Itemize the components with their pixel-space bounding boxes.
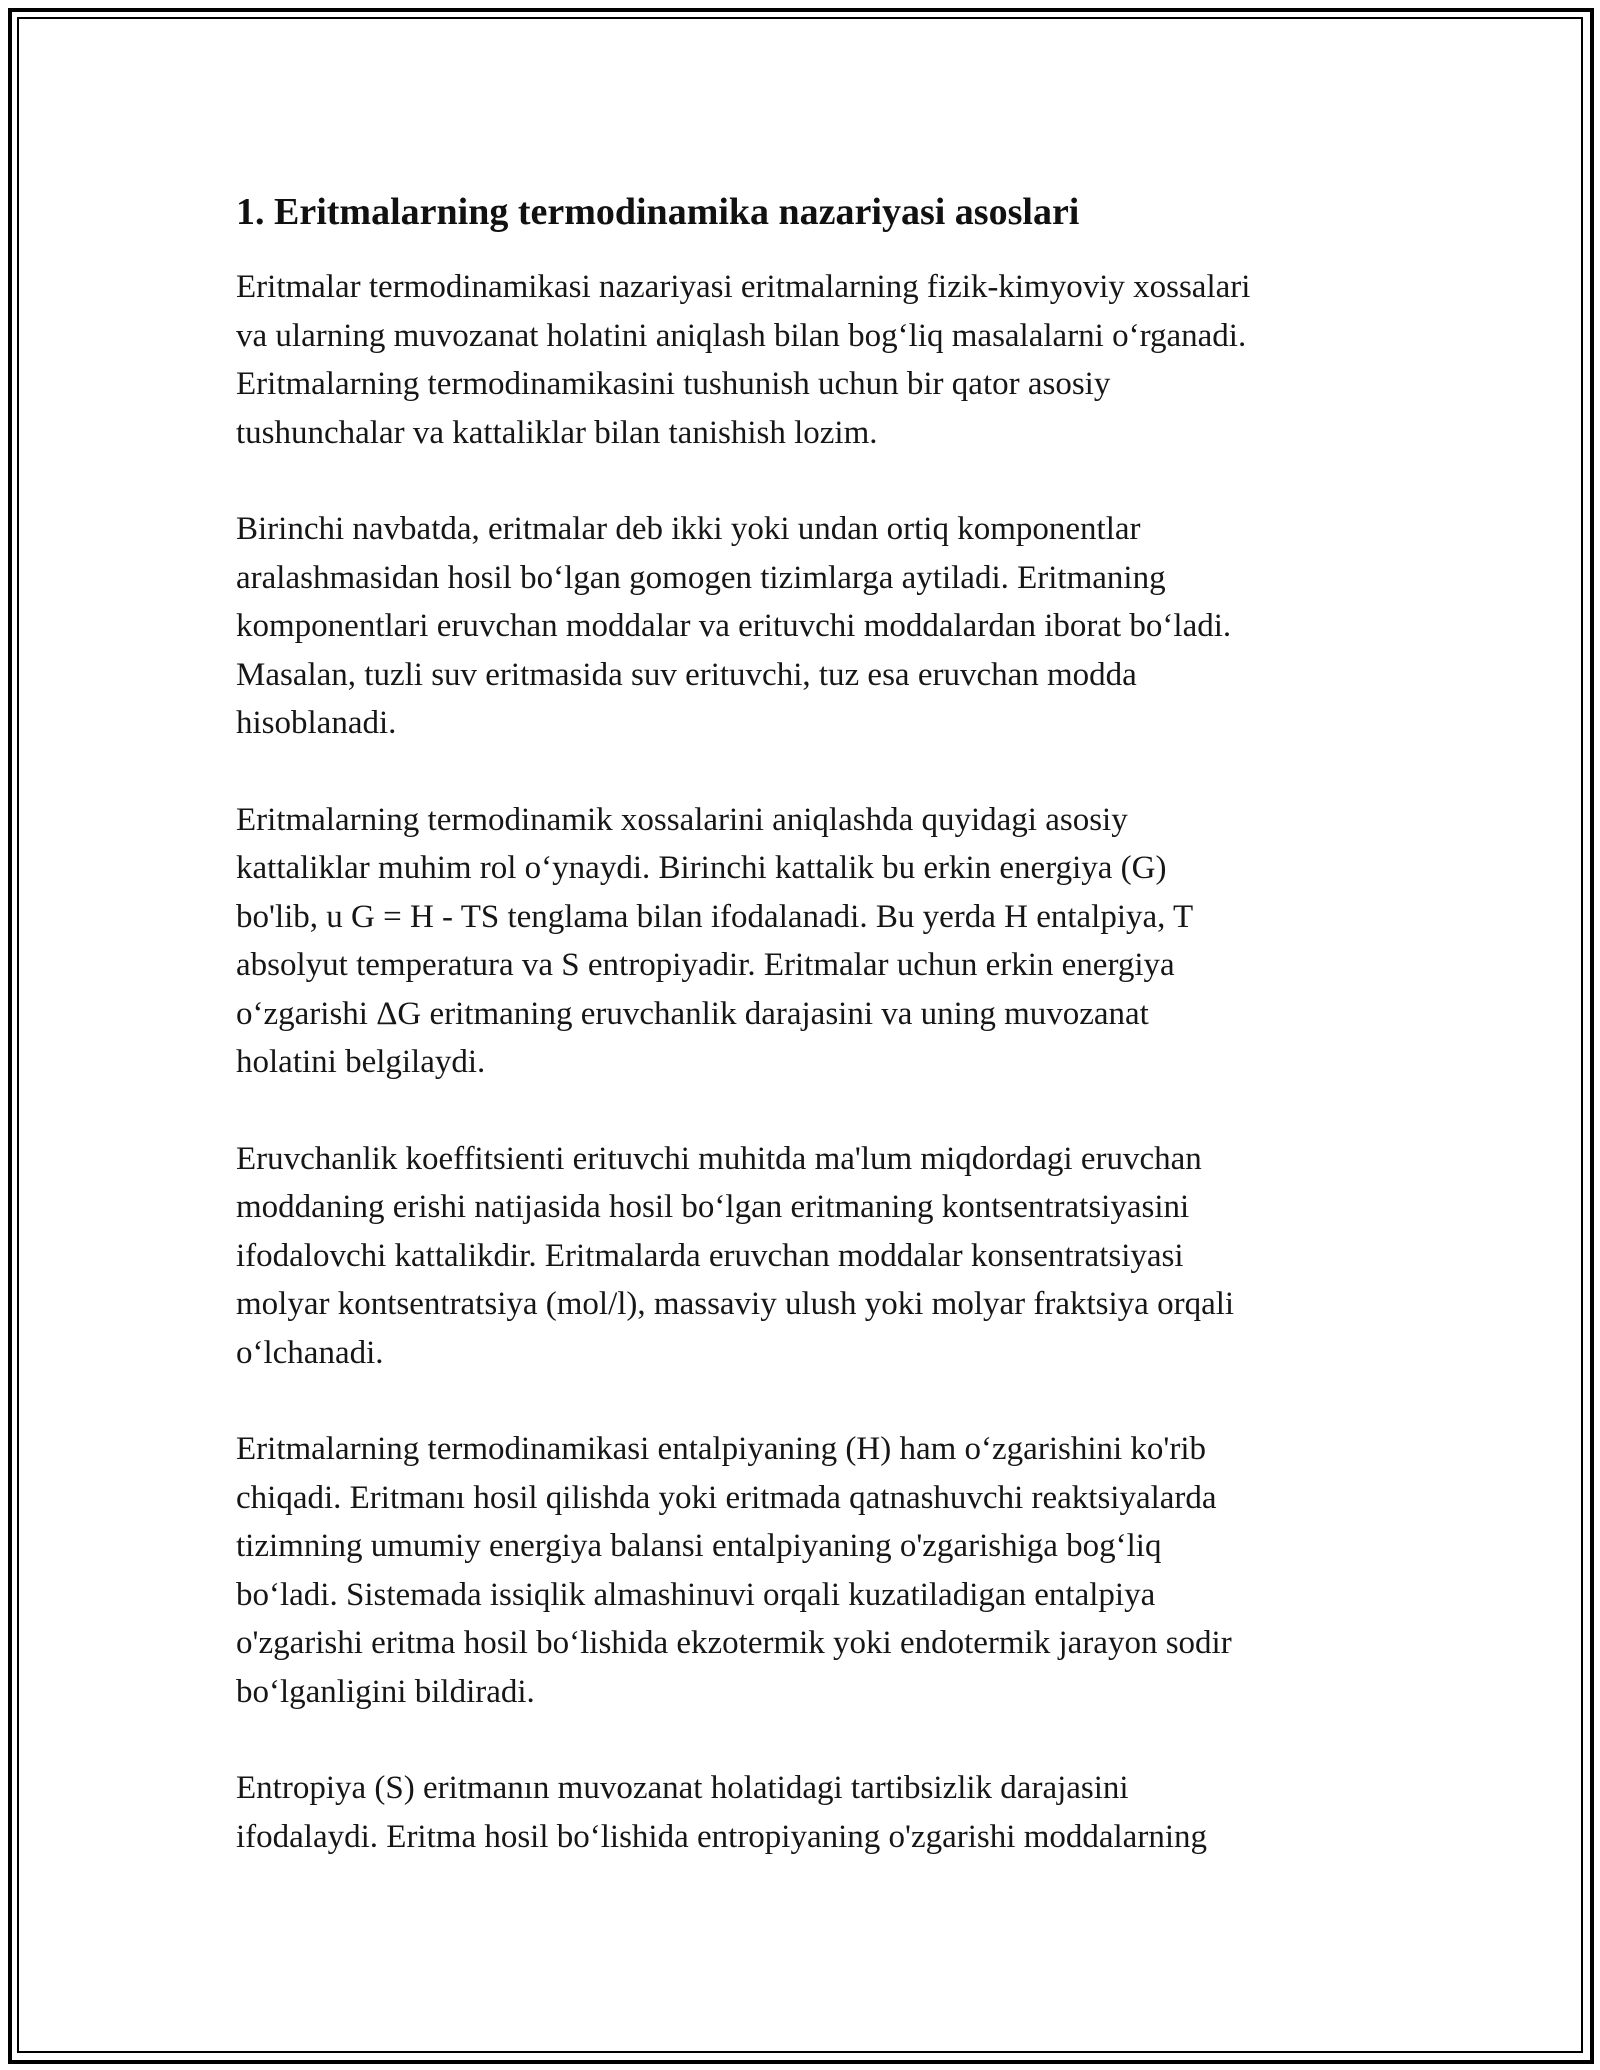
- text-line: Eruvchanlik koeffitsienti erituvchi muhitda ma'lum miqdordagi eruvchan: [236, 1140, 1202, 1177]
- text-line: bo'lib, u G = H - TS tenglama bilan ifodalanadi. Bu yerda H entalpiya, T: [236, 898, 1194, 935]
- text-line: hisoblanadi.: [236, 705, 397, 741]
- text-line: Eritmalar termodinamikasi nazariyasi eritmalarning fizik-kimyoviy xossalari: [236, 269, 1251, 305]
- paragraph-enthalpy: [236, 1425, 1386, 1716]
- text-line: Masalan, tuzli suv eritmasida suv erituvchi, tuz esa eruvchan modda: [236, 656, 1137, 693]
- text-line: Eritmalarning termodinamikasi entalpiyaning (H) ham o‘zgarishini ko'rib: [236, 1431, 1207, 1467]
- text-line: va ularning muvozanat holatini aniqlash bilan bog‘liq masalalarni o‘rganadi.: [236, 317, 1247, 354]
- document-body: [236, 188, 1386, 1909]
- text-line: moddaning erishi natijasida hosil bo‘lgan eritmaning kontsentratsiyasini: [236, 1189, 1190, 1225]
- text-line: o'zgarishi eritma hosil bo‘lishida ekzotermik yoki endotermik jarayon sodir: [236, 1625, 1232, 1661]
- text-line: chiqadi. Eritmanı hosil qilishda yoki eritmada qatnashuvchi reaktsiyalarda: [236, 1479, 1217, 1516]
- section-heading: 1. Eritmalarning termodinamika nazariyasi asoslari: [236, 191, 1080, 233]
- text-line: Eritmalarning termodinamikasini tushunish uchun bir qator asosiy: [236, 366, 1111, 402]
- paragraph-intro: [236, 263, 1386, 457]
- paragraph-definition: [236, 505, 1386, 748]
- text-line: bo‘ladi. Sistemada issiqlik almashinuvi orqali kuzatiladigan entalpiya: [236, 1576, 1156, 1613]
- text-line: Eritmalarning termodinamik xossalarini aniqlashda quyidagi asosiy: [236, 801, 1128, 838]
- text-line: ifodalovchi kattalikdir. Eritmalarda eruvchan moddalar konsentratsiyasi: [236, 1237, 1184, 1274]
- text-line: absolyut temperatura va S entropiyadir. Eritmalar uchun erkin energiya: [236, 947, 1175, 983]
- text-line: holatini belgilaydi.: [236, 1044, 486, 1080]
- text-line: komponentlari eruvchan moddalar va erituvchi moddalardan iborat bo‘ladi.: [236, 608, 1232, 644]
- paragraph-free-energy: [236, 796, 1386, 1087]
- text-line: o‘lchanadi.: [236, 1334, 384, 1371]
- text-line: Birinchi navbatda, eritmalar deb ikki yoki undan ortiq komponentlar: [236, 511, 1141, 547]
- text-line: ifodalaydi. Eritma hosil bo‘lishida entropiyaning o'zgarishi moddalarning: [236, 1818, 1207, 1855]
- text-line: aralashmasidan hosil bo‘lgan gomogen tizimlarga aytiladi. Eritmaning: [236, 559, 1166, 596]
- text-line: Entropiya (S) eritmanın muvozanat holatidagi tartibsizlik darajasini: [236, 1770, 1129, 1806]
- paragraph-solubility: [236, 1135, 1386, 1378]
- text-line: kattaliklar muhim rol o‘ynaydi. Birinchi kattalik bu erkin energiya (G): [236, 850, 1167, 886]
- text-line: tushunchalar va kattaliklar bilan tanishish lozim.: [236, 414, 878, 451]
- paragraph-entropy: [236, 1764, 1386, 1861]
- text-line: o‘zgarishi ΔG eritmaning eruvchanlik darajasini va uning muvozanat: [236, 995, 1149, 1032]
- text-line: bo‘lganligini bildiradi.: [236, 1673, 535, 1710]
- text-line: molyar kontsentratsiya (mol/l), massaviy ulush yoki molyar fraktsiya orqali: [236, 1286, 1235, 1322]
- text-line: tizimning umumiy energiya balansi entalpiyaning o'zgarishiga bog‘liq: [236, 1528, 1162, 1564]
